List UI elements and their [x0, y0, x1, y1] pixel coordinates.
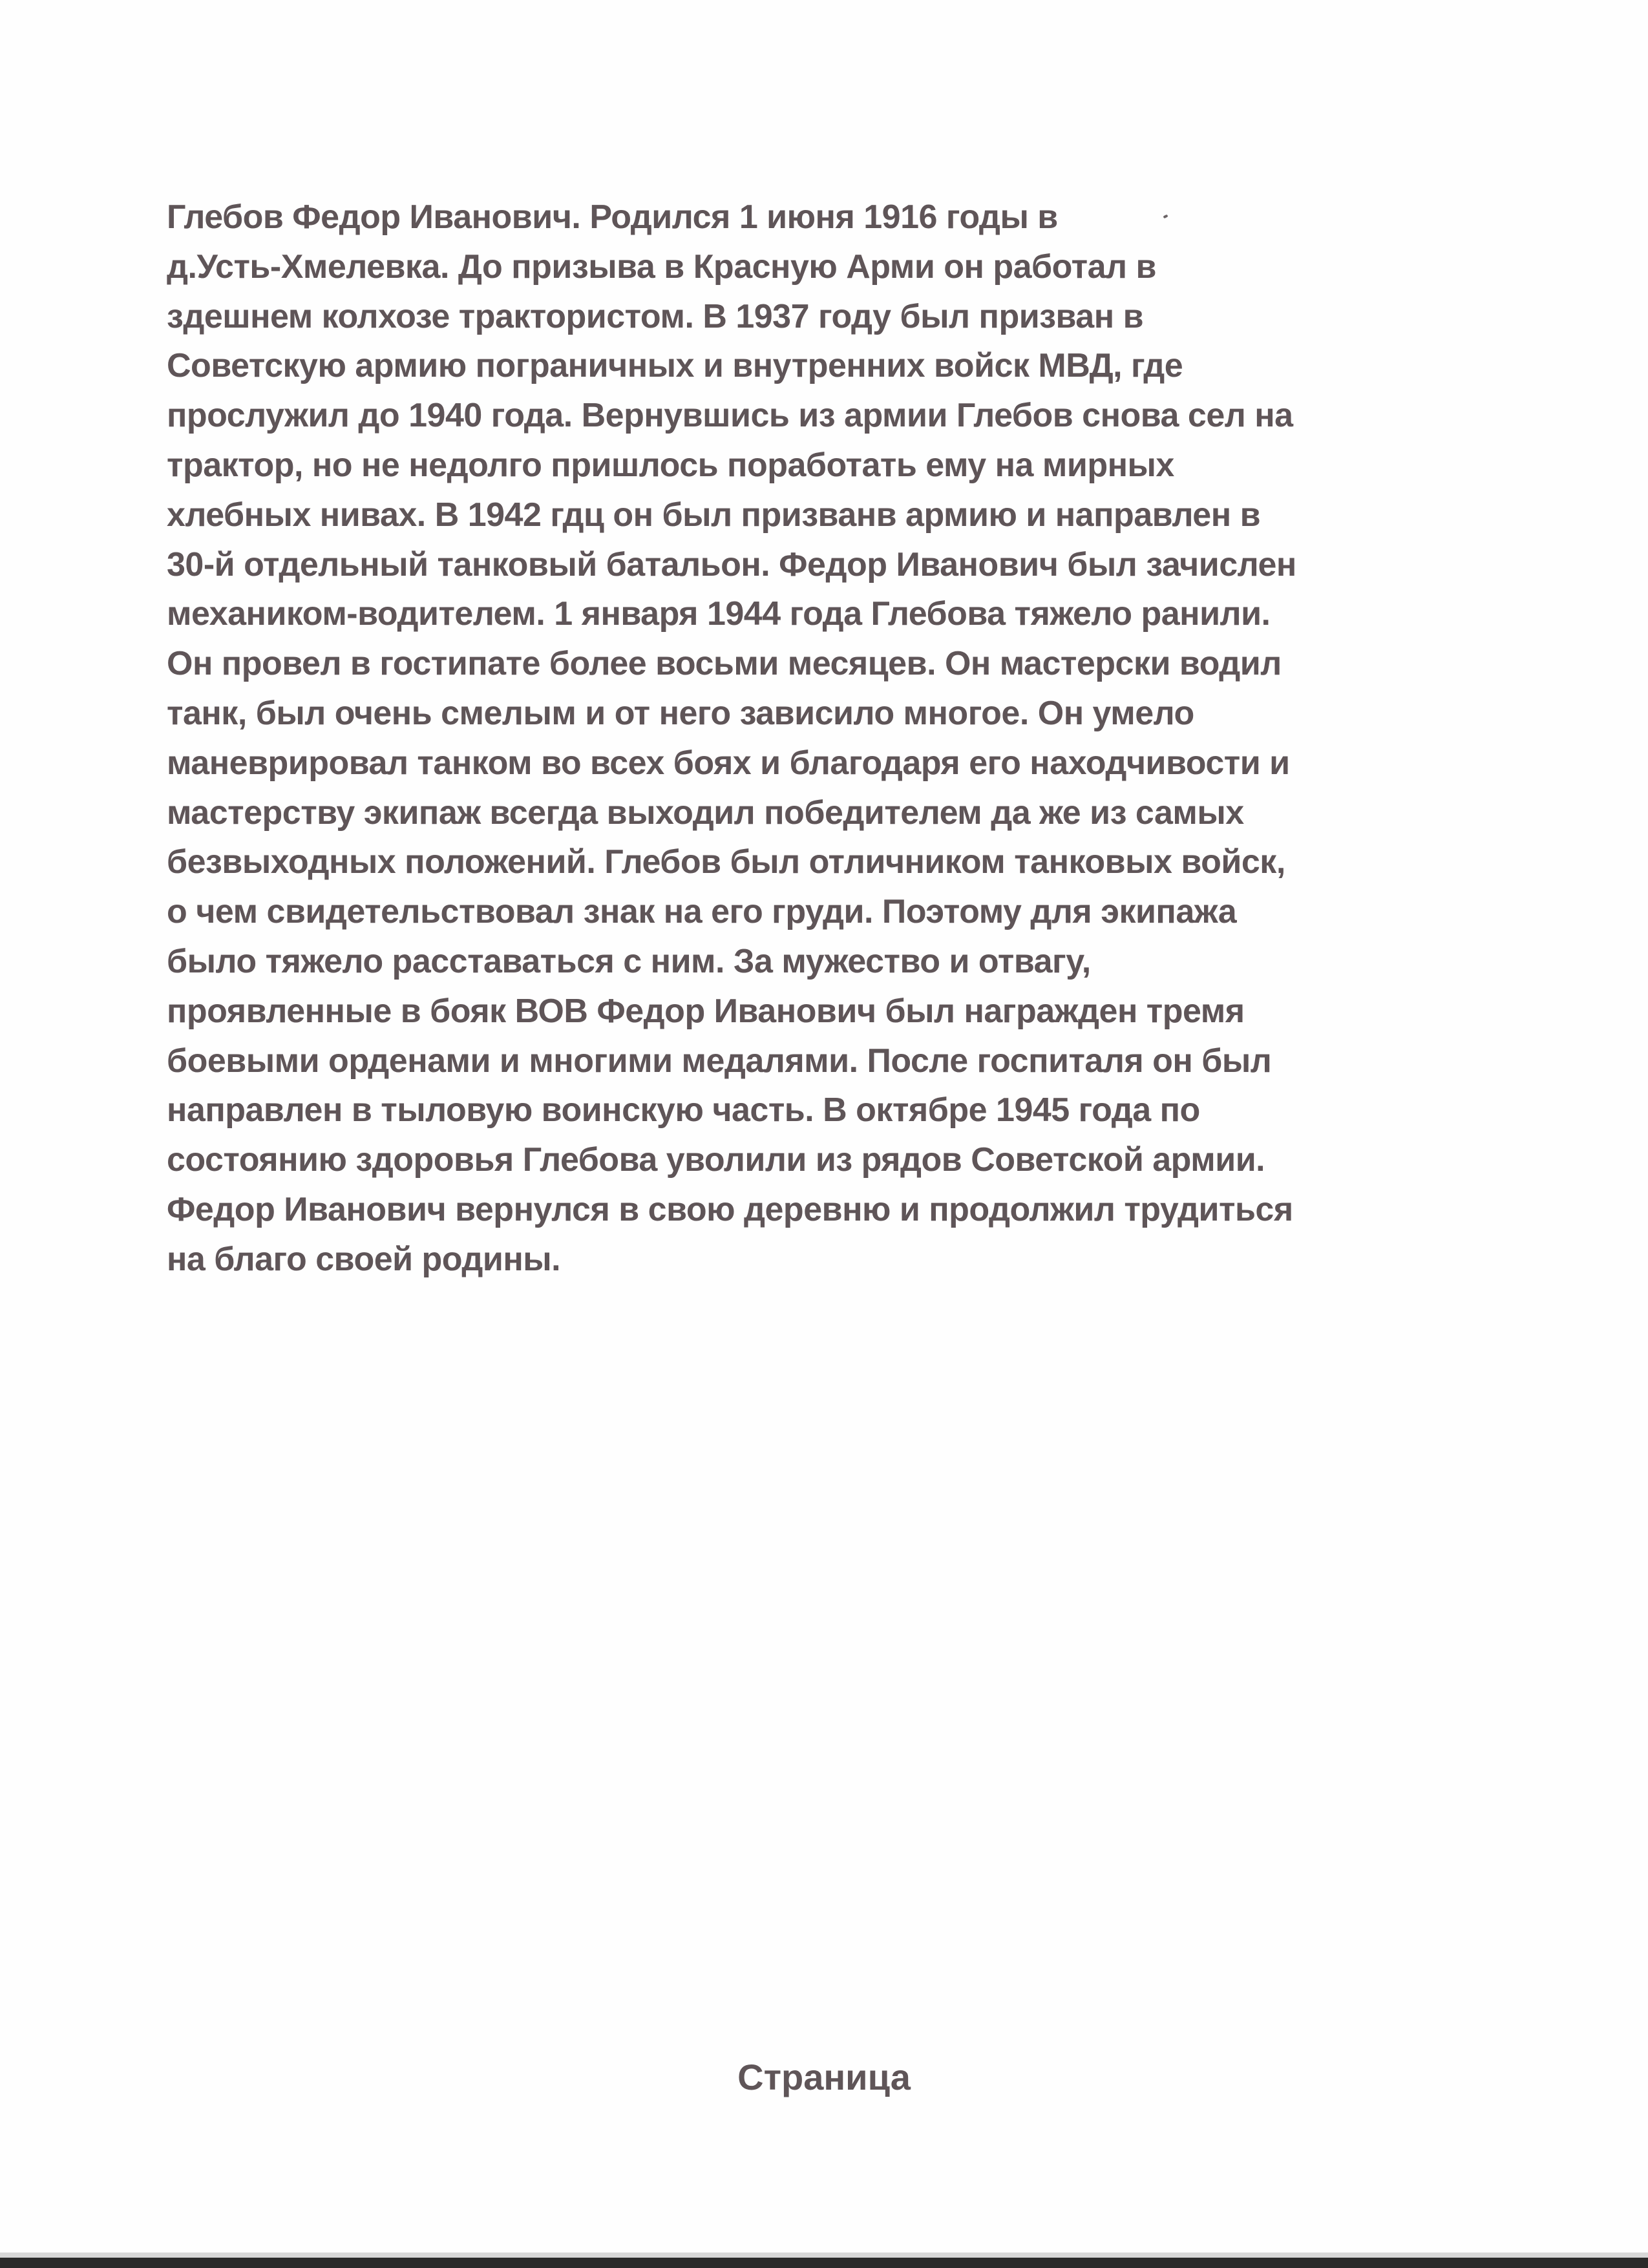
text-line: трактор, но не недолго пришлось поработать ему на мирных: [167, 446, 1174, 484]
text-line: о чем свидетельствовал знак на его груди. Поэтому для экипажа: [167, 893, 1237, 931]
scan-edge-shadow: [0, 2252, 1648, 2258]
text-line: на благо своей родины.: [167, 1240, 561, 1278]
scan-edge: [0, 2258, 1648, 2268]
text-line: безвыходных положений. Глебов был отличником танковых войск,: [167, 843, 1285, 881]
text-line: здешнем колхозе трактористом. В 1937 году был призван в: [167, 297, 1144, 335]
text-line: состоянию здоровья Глебова уволили из рядов Советской армии.: [167, 1141, 1265, 1179]
page-footer-label: Страница: [737, 2057, 911, 2097]
text-line: боевыми орденами и многими медалями. После госпиталя он был: [167, 1042, 1272, 1080]
text-line: танк, был очень смелым и от него зависило многое. Он умело: [167, 694, 1194, 732]
text-line: Глебов Федор Иванович. Родился 1 июня 1916 годы в: [167, 198, 1058, 236]
text-line: д.Усть-Хмелевка. До призыва в Красную Арми он работал в: [167, 247, 1156, 286]
text-line: было тяжело расставаться с ним. За мужество и отвагу,: [167, 942, 1091, 980]
text-line: 30-й отдельный танковый батальон. Федор Иванович был зачислен: [167, 545, 1296, 583]
text-line: Советскую армию пограничных и внутренних войск МВД, где: [167, 347, 1183, 385]
text-line: Он провел в гостипате более восьми месяцев. Он мастерски водил: [167, 645, 1282, 683]
text-line: проявленные в бояк ВОВ Федор Иванович был награжден тремя: [167, 992, 1245, 1030]
text-line: Федор Иванович вернулся в свою деревню и продолжил трудиться: [167, 1190, 1293, 1228]
text-line: прослужил до 1940 года. Вернувшись из армии Глебов снова сел на: [167, 397, 1293, 435]
text-line: хлебных нивах. В 1942 гдц он был призванв армию и направлен в: [167, 496, 1261, 534]
biography-paragraph: [167, 193, 1433, 1285]
text-line: направлен в тыловую воинскую часть. В октябре 1945 года по: [167, 1091, 1200, 1129]
text-line: механиком-водителем. 1 января 1944 года Глебова тяжело ранили.: [167, 595, 1271, 633]
text-line: маневрировал танком во всех боях и благодаря его находчивости и: [167, 744, 1290, 782]
text-line: мастерству экипаж всегда выходил победителем да же из самых: [167, 793, 1244, 832]
